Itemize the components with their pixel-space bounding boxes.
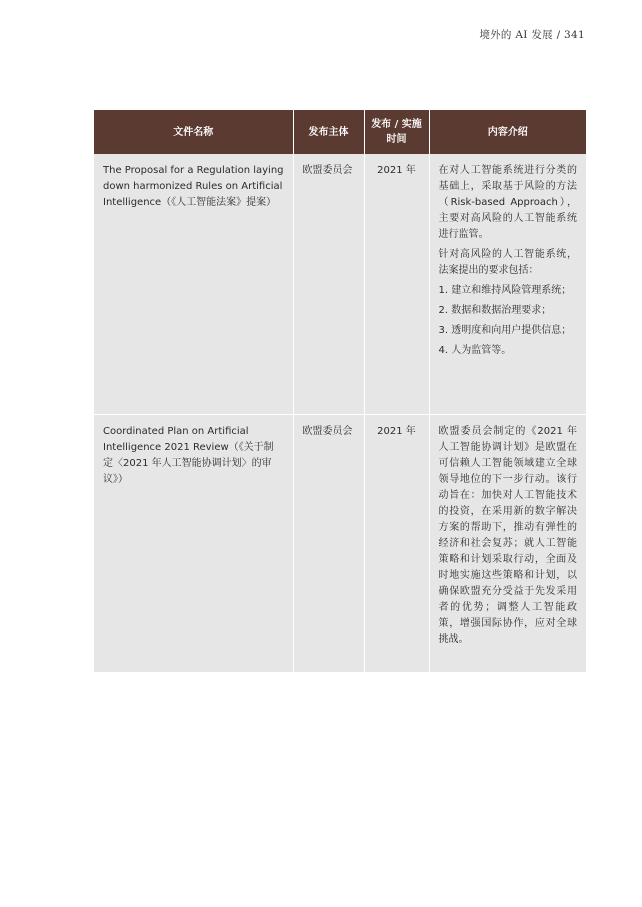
column-header-content: 内容介绍 xyxy=(429,110,586,154)
cell-publisher: 欧盟委员会 xyxy=(293,414,364,672)
column-header-publisher: 发布主体 xyxy=(293,110,364,154)
cell-year: 2021 年 xyxy=(364,414,429,672)
column-header-year-text: 发布 / 实施时间 xyxy=(371,119,422,145)
cell-publisher: 欧盟委员会 xyxy=(293,154,364,414)
column-header-name: 文件名称 xyxy=(94,110,293,154)
cell-document-name: Coordinated Plan on Artificial Intelligence 2021 Review（《关于制定〈2021 年人工智能协调计划〉的审议》） xyxy=(94,414,293,672)
content-list-item: 3. 透明度和向用户提供信息； xyxy=(438,325,572,336)
table-header-row xyxy=(94,110,586,154)
cell-content xyxy=(429,414,586,672)
running-header: 境外的 AI 发展 / 341 xyxy=(479,29,585,41)
content-list-item: 1. 建立和维持风险管理系统； xyxy=(438,285,572,296)
cell-content xyxy=(429,154,586,414)
table-row xyxy=(94,414,586,672)
content-paragraph: 针对高风险的人工智能系统，法案提出的要求包括： xyxy=(438,249,577,276)
cell-document-name: The Proposal for a Regulation laying down harmonized Rules on Artificial Intelligence（《人工智能法案》提案） xyxy=(94,154,293,414)
content-paragraph: 欧盟委员会制定的《2021 年人工智能协调计划》是欧盟在可信赖人工智能领域建立全球领导地位的下一步行动。该行动旨在：加快对人工智能技术的投资，在采用新的数字解决方案的帮助下，推动有弹性的经济和社会复苏；就人工智能策略和计划采取行动，全面及时地实施这些策略和计划，以确保欧盟充分受益于先发采用者的优势；调整人工智能政策，增强国际协作，应对全球挑战。 xyxy=(438,425,577,645)
column-header-year xyxy=(364,110,429,154)
table-row xyxy=(94,154,586,414)
content-list-item: 2. 数据和数据治理要求； xyxy=(438,305,552,316)
content-paragraph: 在对人工智能系统进行分类的基础上，采取基于风险的方法（Risk-based Approach），主要对高风险的人工智能系统进行监管。 xyxy=(438,165,577,240)
policy-table xyxy=(94,110,586,672)
content-list-item: 4. 人为监管等。 xyxy=(438,345,512,356)
cell-year: 2021 年 xyxy=(364,154,429,414)
